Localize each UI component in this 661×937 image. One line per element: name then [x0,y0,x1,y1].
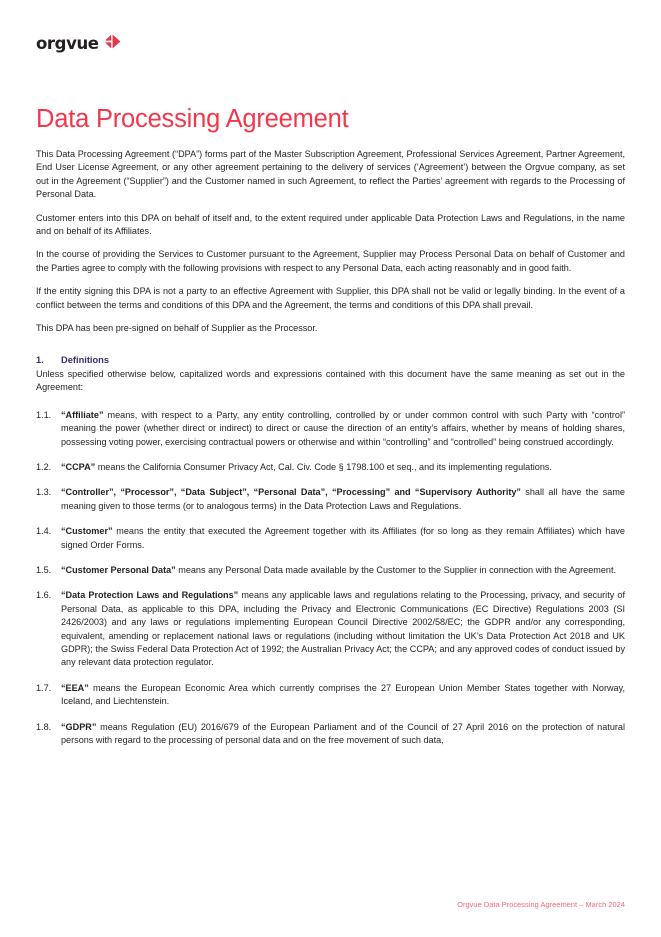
defined-term: “Customer Personal Data” [61,564,176,575]
defined-term: “Affiliate” [61,409,104,420]
intro-paragraph-2: Customer enters into this DPA on behalf of itself and, to the extent required under applicable Data Protection Laws and Regulations, in the name and on behalf of its Affiliates. [36,212,625,237]
page-title: Data Processing Agreement [36,105,349,133]
item-marker: 1.5. [36,564,52,575]
item-marker: 1.7. [36,682,52,693]
defined-term: “Customer” [61,526,113,537]
defined-term: “EEA” [61,682,89,693]
intro-paragraph-1: This Data Processing Agreement (“DPA”) forms part of the Master Subscription Agreement, Professional Services Agreement, Partner Agreement, End User License Agreement, or any other agreement pertaining to the delivery of services (‘Agreement’) between the Orgvue company, as set out in the Agreement (“Supplier”) and the Customer named in such Agreement, to reflect the Parties’ agreement with regards to the Processing of Personal Data. [36,149,625,200]
list-item [36,461,625,474]
list-item [36,721,625,748]
defined-term: “CCPA” [61,461,96,472]
orgvue-arrow-icon [104,34,121,54]
orgvue-logo [36,33,121,55]
item-text [61,461,625,474]
item-marker: 1.1. [36,409,52,420]
section-intro: Unless specified otherwise below, capitalized words and expressions contained with this document have the same meaning as set out in the Agreement: [36,368,625,393]
item-marker: 1.8. [36,721,52,732]
definition-body: shall all have the same meaning given to those terms (or to analogous terms) in the Data Protection Laws and Regulations. [61,487,625,511]
page-footer: Orgvue Data Processing Agreement – March 2024 [457,900,625,909]
section-number: 1. [36,355,44,366]
defined-term: “GDPR” [61,721,97,732]
item-text [61,589,625,669]
definition-body: means the California Consumer Privacy Act, Cal. Civ. Code § 1798.100 et seq., and its implementing regulations. [95,461,552,472]
definitions-list [36,409,625,748]
logo-wordmark [36,33,99,53]
logo-text: orgvue [36,33,99,53]
item-text [61,721,625,748]
item-text [61,486,625,513]
section-title: Definitions [61,355,110,366]
document-body [36,148,625,759]
list-item [36,525,625,552]
defined-term: “Data Protection Laws and Regulations” [61,590,239,601]
definition-body: means Regulation (EU) 2016/679 of the European Parliament and of the Council of 27 April 2016 on the protection of natural persons with regard to the processing of personal data and on the free movement of such data, [61,721,625,745]
list-item [36,409,625,449]
item-marker: 1.4. [36,526,52,537]
list-item [36,486,625,513]
item-marker: 1.2. [36,461,52,472]
list-item [36,564,625,577]
definition-body: means any Personal Data made available by the Customer to the Supplier in connection with the Agreement. [175,564,617,575]
intro-paragraph-5: This DPA has been pre-signed on behalf of Supplier as the Processor. [36,323,318,334]
definition-body: means, with respect to a Party, any entity controlling, controlled by or under common control with such Party with “control” meaning the power (whether direct or indirect) to direct or cause the direction of an entity’s affairs, whether by means of holding shares, possessing voting power, exercising contractual powers or otherwise and within “controlling” and “controlled” being construed accordingly. [61,409,625,447]
item-text [61,682,625,709]
item-text [61,409,625,449]
item-text [61,564,625,577]
definition-body: means the European Economic Area which currently comprises the 27 European Union Member States together with Norway, Iceland, and Liechtenstein. [61,682,625,707]
item-marker: 1.3. [36,487,52,498]
intro-paragraph-3: In the course of providing the Services to Customer pursuant to the Agreement, Supplier may Process Personal Data on behalf of Customer and the Parties agree to comply with the following provisions with respect to any Personal Data, each acting reasonably and in good faith. [36,249,625,273]
definition-body: means any applicable laws and regulations relating to the Processing, privacy, and security of Personal Data, as applicable to this DPA, including the Privacy and Electronic Communications (EC Directive) Regulations 2003 (SI 2426/2003) and any laws or regulations implementing European Council Directive 2002/58/EC; the GDPR and/or any corresponding, equivalent, amending or replacement national laws or regulations (including without limitation the UK’s Data Protection Act 2018 and UK GDPR); the Swiss Federal Data Protection Act of 1992; the Australian Privacy Act; the CCPA; and any approved codes of conduct issued by any relevant data protection regulator. [61,590,625,668]
list-item [36,589,625,669]
intro-paragraph-4: If the entity signing this DPA is not a party to an effective Agreement with Supplier, this DPA shall not be valid or legally binding. In the event of a conflict between the terms and conditions of this DPA and the Agreement, the terms and conditions of this DPA shall prevail. [36,286,625,310]
item-marker: 1.6. [36,590,52,601]
definition-body: means the entity that executed the Agreement together with its Affiliates (for so long as they remain Affiliates) which have signed Order Forms. [61,526,625,550]
defined-term: “Controller”, “Processor”, “Data Subject”, “Personal Data”, “Processing” and “Supervisory Authority” [61,487,521,498]
section-heading-definitions [36,354,625,367]
item-text [61,525,625,552]
list-item [36,682,625,709]
